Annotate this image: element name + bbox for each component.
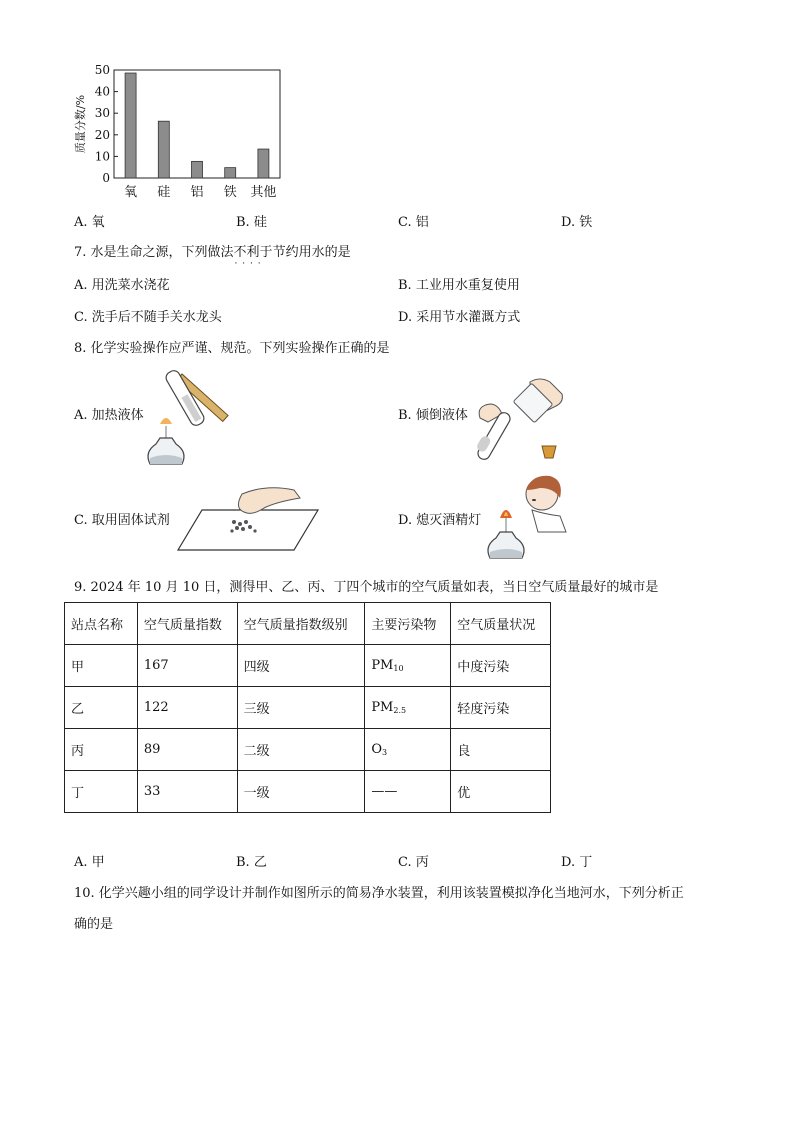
- q7-stem-emphasis: 不利于 · · · ·: [234, 245, 273, 260]
- q7-option-c: C. 洗手后不随手关水龙头: [74, 310, 222, 325]
- table-header-row: [65, 603, 551, 645]
- pollutant-subscript: 10: [393, 664, 404, 673]
- pollutant-subscript: 3: [381, 748, 388, 757]
- q9-option-c: C. 丙: [398, 855, 429, 870]
- table-cell: 丙: [65, 729, 138, 771]
- bar-chart: [70, 62, 300, 202]
- q6-option-b: B. 硅: [236, 215, 267, 230]
- q7-option-b: B. 工业用水重复使用: [398, 278, 520, 293]
- table-cell: 二级: [237, 729, 365, 771]
- table-cell: [365, 687, 451, 729]
- q7-option-d: D. 采用节水灌溉方式: [398, 310, 521, 325]
- table-cell: 中度污染: [451, 645, 551, 687]
- bar: [258, 149, 269, 178]
- table-header-cell: 空气质量状况: [451, 603, 551, 645]
- pollutant-name: ——: [371, 784, 398, 799]
- table-cell: 三级: [237, 687, 365, 729]
- table-cell: 一级: [237, 771, 365, 813]
- table-cell: 122: [137, 687, 237, 729]
- q6-option-d: D. 铁: [561, 215, 593, 230]
- q7-stem-after: 节约用水的是: [272, 245, 351, 260]
- table-header-cell: 站点名称: [65, 603, 138, 645]
- table-cell: [365, 645, 451, 687]
- q10-stem-line2: 确的是: [74, 917, 114, 932]
- table-cell: [365, 771, 451, 813]
- table-cell: 乙: [65, 687, 138, 729]
- table-header-cell: 空气质量指数级别: [237, 603, 365, 645]
- y-tick-label: 40: [94, 84, 110, 99]
- table-cell: 167: [137, 645, 237, 687]
- table-cell: 优: [451, 771, 551, 813]
- y-tick-label: 10: [94, 149, 110, 164]
- table-header-cell: 主要污染物: [365, 603, 451, 645]
- table-row: [65, 687, 551, 729]
- q8-option-d: D. 熄灭酒精灯: [398, 513, 482, 528]
- q7-stem: [74, 245, 351, 261]
- table-header-cell: 空气质量指数: [137, 603, 237, 645]
- bar: [158, 121, 169, 178]
- y-axis-label: 质量分数/%: [74, 94, 87, 154]
- x-tick-label: 氧: [124, 185, 138, 200]
- q6-option-a: A. 氧: [74, 215, 105, 230]
- pollutant-name: PM: [371, 658, 394, 673]
- extinguishing-lamp-illustration: [480, 472, 576, 560]
- x-tick-label: 铁: [223, 185, 237, 200]
- q9-option-b: B. 乙: [236, 855, 267, 870]
- table-cell: 轻度污染: [451, 687, 551, 729]
- y-tick-label: 0: [102, 171, 110, 185]
- q9-stem: 9. 2024 年 10 月 10 日，测得甲、乙、丙、丁四个城市的空气质量如表，当日空气质量最好的城市是: [74, 580, 659, 595]
- q8-stem: 8. 化学实验操作应严谨、规范。下列实验操作正确的是: [74, 341, 390, 356]
- table-cell: 甲: [65, 645, 138, 687]
- q8-option-a: A. 加热液体: [74, 408, 144, 423]
- table-row: [65, 771, 551, 813]
- q7-option-a: A. 用洗菜水浇花: [74, 278, 170, 293]
- table-cell: 丁: [65, 771, 138, 813]
- table-cell: 良: [451, 729, 551, 771]
- x-tick-label: 硅: [157, 185, 171, 200]
- pouring-liquid-illustration: [470, 374, 570, 466]
- q6-option-c: C. 铝: [398, 215, 429, 230]
- bar: [125, 73, 136, 178]
- q7-stem-before: 7. 水是生命之源，下列做法: [74, 245, 234, 260]
- table-cell: 89: [137, 729, 237, 771]
- y-tick-label: 50: [94, 63, 110, 77]
- pollutant-name: PM: [371, 700, 394, 715]
- bar: [192, 161, 203, 178]
- bar: [225, 168, 236, 178]
- y-tick-label: 30: [94, 106, 110, 121]
- x-tick-label: 铝: [190, 185, 204, 200]
- table-cell: 33: [137, 771, 237, 813]
- q10-stem-line1: 10. 化学兴趣小组的同学设计并制作如图所示的简易净水装置，利用该装置模拟净化当地河水，下列分析正: [74, 886, 684, 901]
- heating-liquid-illustration: [140, 366, 240, 466]
- table-cell: 四级: [237, 645, 365, 687]
- table-row: [65, 729, 551, 771]
- q8-option-c: C. 取用固体试剂: [74, 513, 170, 528]
- y-tick-label: 20: [94, 127, 110, 142]
- x-tick-label: 其他: [250, 185, 277, 200]
- q8-option-b: B. 倾倒液体: [398, 408, 468, 423]
- air-quality-table: [64, 602, 551, 813]
- q9-option-d: D. 丁: [561, 855, 593, 870]
- pollutant-subscript: 2.5: [393, 706, 407, 715]
- table-cell: [365, 729, 451, 771]
- q9-option-a: A. 甲: [74, 855, 105, 870]
- pollutant-name: O: [371, 742, 382, 757]
- table-row: [65, 645, 551, 687]
- taking-solid-illustration: [176, 486, 322, 552]
